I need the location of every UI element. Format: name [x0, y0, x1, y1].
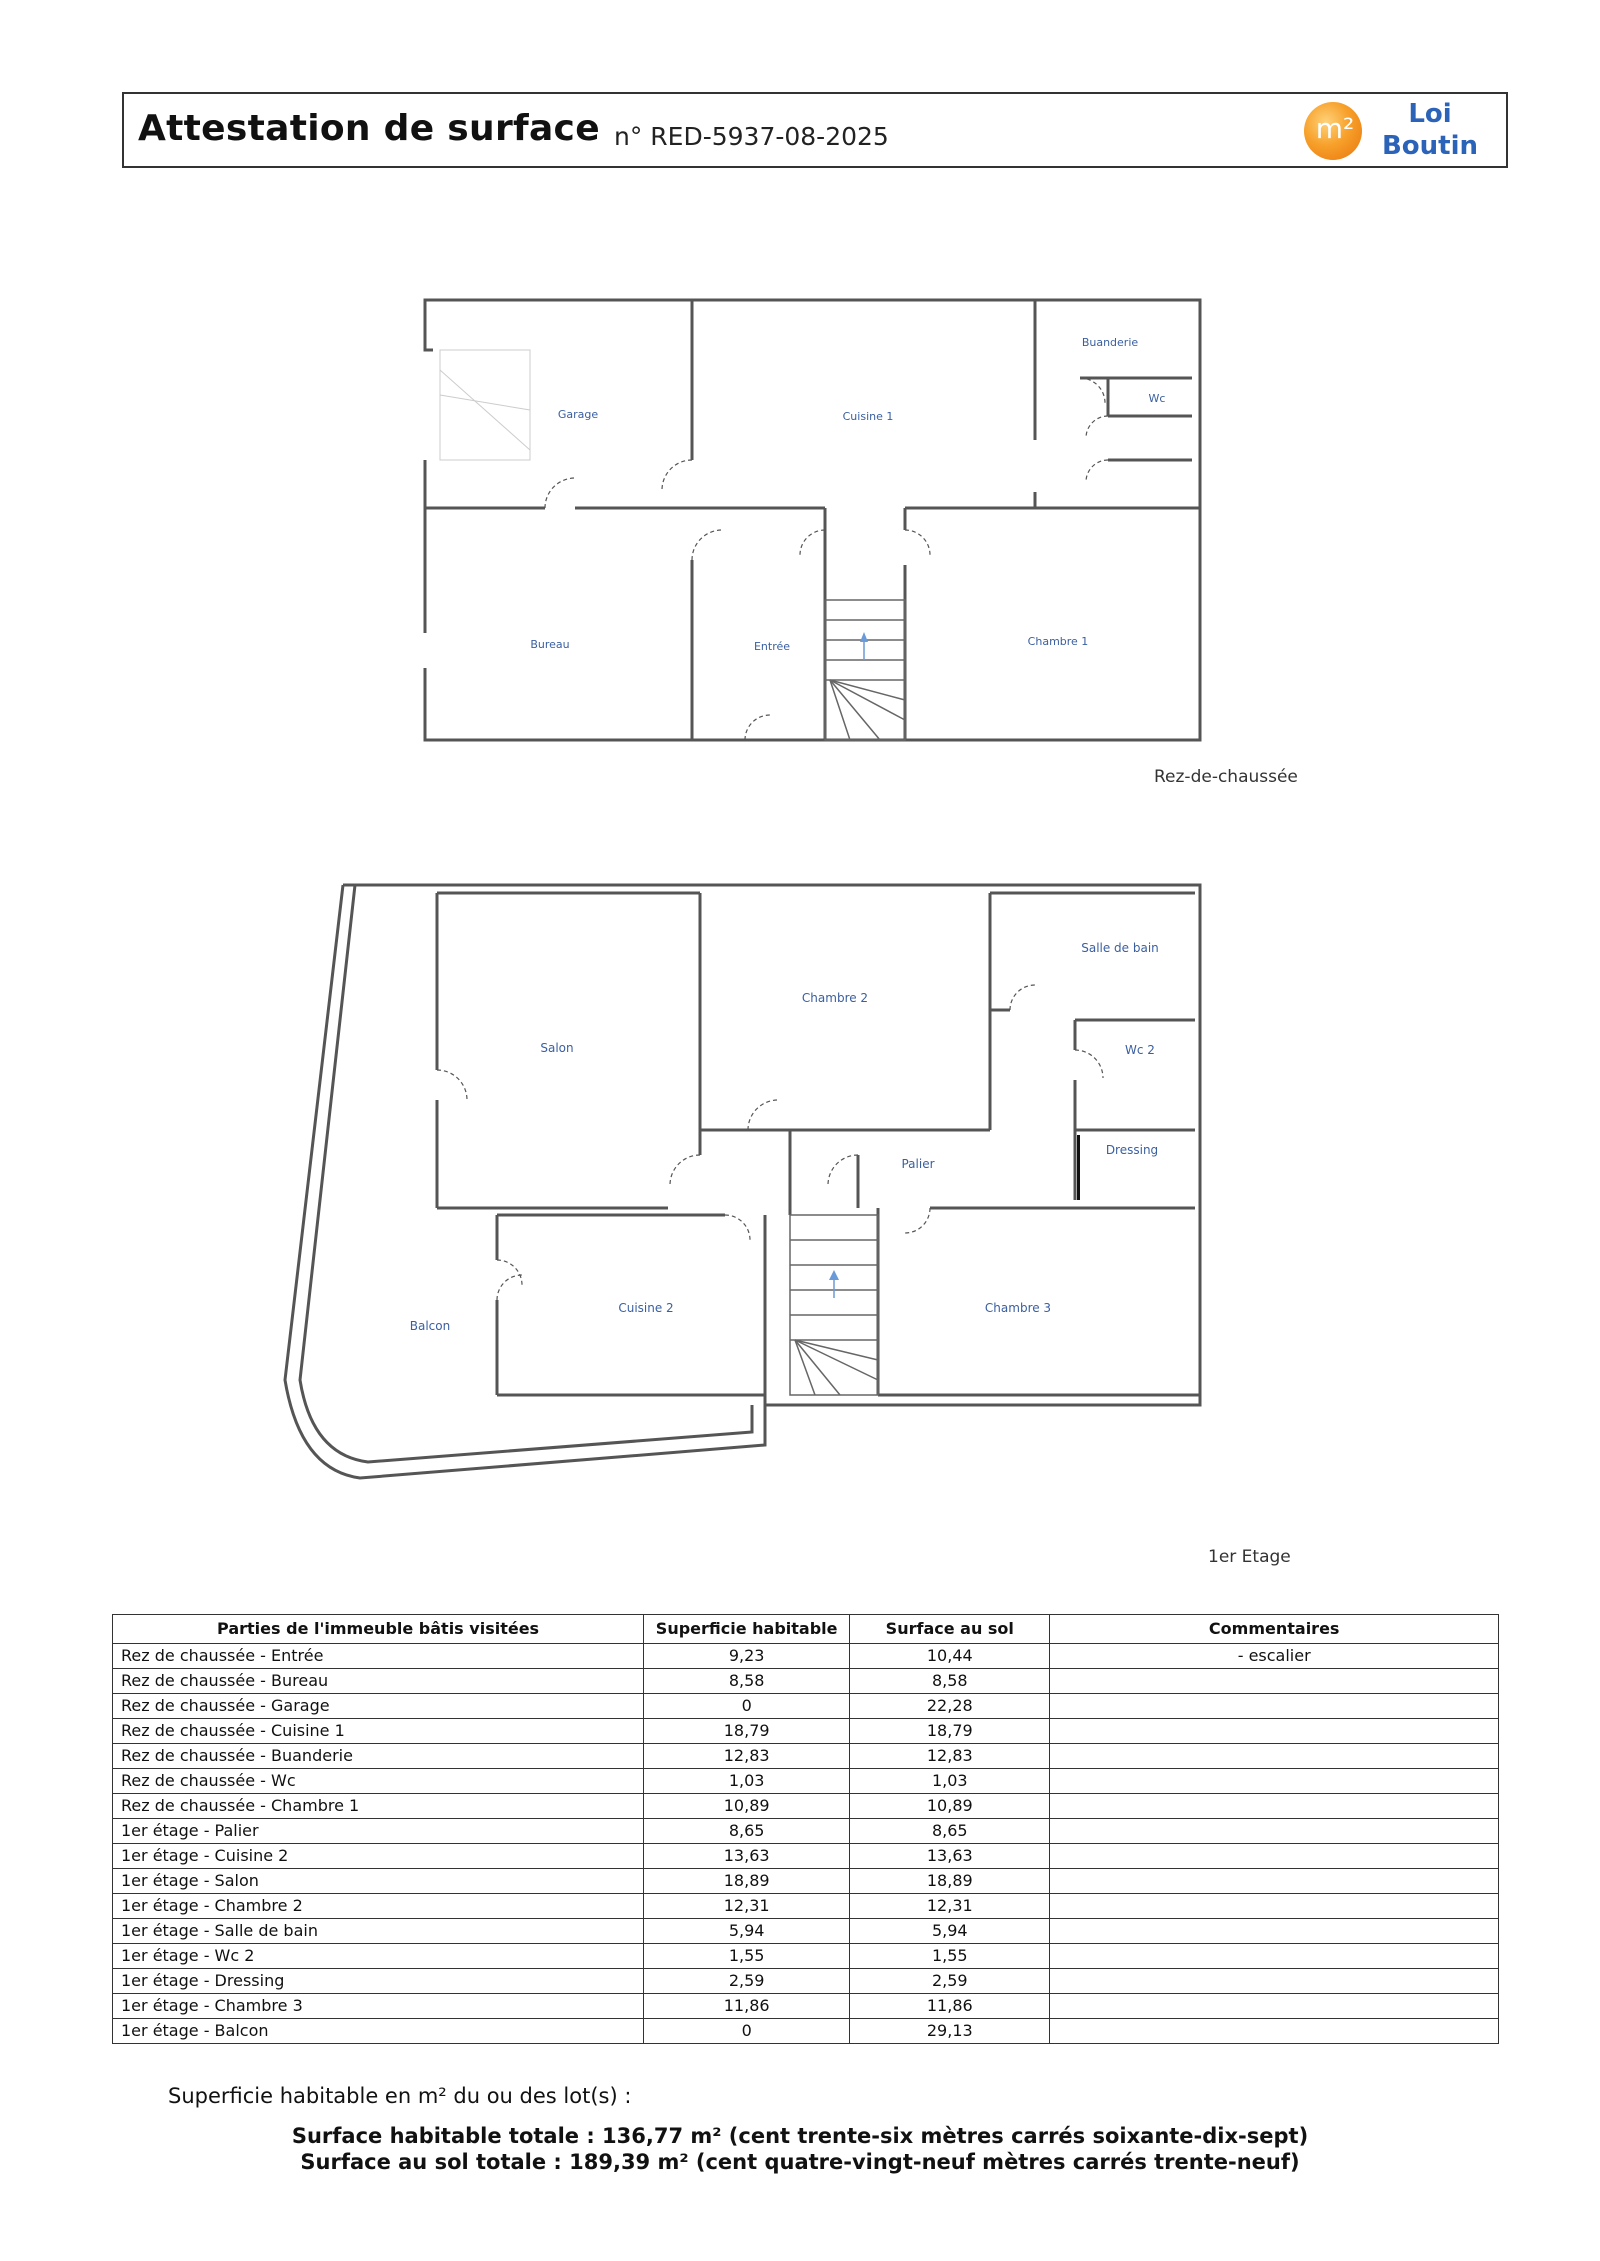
cell-hab: 9,23 [644, 1644, 850, 1669]
cell-comment [1050, 1869, 1499, 1894]
cell-sol: 2,59 [850, 1969, 1050, 1994]
table-row [113, 1794, 1499, 1819]
table-row [113, 1669, 1499, 1694]
table-row [113, 1819, 1499, 1844]
cell-hab: 0 [644, 2019, 850, 2044]
cell-part: 1er étage - Dressing [113, 1969, 644, 1994]
room-bureau: Bureau [530, 638, 570, 651]
table-row [113, 1844, 1499, 1869]
cell-comment: - escalier [1050, 1644, 1499, 1669]
table-row [113, 1894, 1499, 1919]
cell-part: 1er étage - Palier [113, 1819, 644, 1844]
header-habitable: Superficie habitable [644, 1615, 850, 1644]
cell-comment [1050, 1794, 1499, 1819]
table-row [113, 1769, 1499, 1794]
cell-sol: 29,13 [850, 2019, 1050, 2044]
room-chambre3: Chambre 3 [984, 1301, 1052, 1315]
floor-labels [1154, 767, 1298, 1567]
first-wall-fill [1077, 1135, 1080, 1200]
ground-stair [825, 600, 905, 740]
table-row [113, 1944, 1499, 1969]
room-dressing: Dressing [1105, 1143, 1159, 1157]
cell-hab: 1,03 [644, 1769, 850, 1794]
ground-floor-walls [425, 300, 1200, 740]
cell-comment [1050, 1669, 1499, 1694]
cell-part: Rez de chaussée - Entrée [113, 1644, 644, 1669]
cell-hab: 1,55 [644, 1944, 850, 1969]
cell-comment [1050, 1744, 1499, 1769]
cell-sol: 12,31 [850, 1894, 1050, 1919]
cell-hab: 10,89 [644, 1794, 850, 1819]
cell-sol: 8,65 [850, 1819, 1050, 1844]
cell-part: 1er étage - Wc 2 [113, 1944, 644, 1969]
table-header-row [113, 1615, 1499, 1644]
header-commentaires: Commentaires [1050, 1615, 1499, 1644]
cell-part: 1er étage - Chambre 2 [113, 1894, 644, 1919]
garage-stair-hint [440, 350, 530, 460]
cell-hab: 12,31 [644, 1894, 850, 1919]
cell-sol: 10,89 [850, 1794, 1050, 1819]
habitable-intro: Superficie habitable en m² du ou des lot(s) : [168, 2084, 632, 2108]
cell-sol: 11,86 [850, 1994, 1050, 2019]
cell-comment [1050, 1844, 1499, 1869]
table-row [113, 1994, 1499, 2019]
room-wc: Wc [1148, 392, 1166, 405]
logo-line1: Loi [1408, 99, 1452, 129]
logo-mark: m² [1315, 112, 1355, 145]
cell-sol: 18,79 [850, 1719, 1050, 1744]
cell-hab: 18,79 [644, 1719, 850, 1744]
room-palier: Palier [901, 1157, 935, 1171]
cell-part: 1er étage - Chambre 3 [113, 1994, 644, 2019]
cell-hab: 8,65 [644, 1819, 850, 1844]
cell-comment [1050, 1719, 1499, 1744]
first-doors [437, 985, 1103, 1300]
cell-comment [1050, 1994, 1499, 2019]
room-cuisine2: Cuisine 2 [618, 1301, 674, 1315]
first-floor-walls [285, 885, 1200, 1478]
table-row [113, 1644, 1499, 1669]
cell-hab: 13,63 [644, 1844, 850, 1869]
cell-part: 1er étage - Salon [113, 1869, 644, 1894]
room-chambre2: Chambre 2 [801, 991, 869, 1005]
cell-part: Rez de chaussée - Buanderie [113, 1744, 644, 1769]
cell-sol: 13,63 [850, 1844, 1050, 1869]
cell-comment [1050, 1969, 1499, 1994]
table-row [113, 1719, 1499, 1744]
cell-sol: 12,83 [850, 1744, 1050, 1769]
cell-comment [1050, 1919, 1499, 1944]
table-row [113, 1969, 1499, 1994]
total-habitable: Surface habitable totale : 136,77 m² (cent trente-six mètres carrés soixante-dix-sept) [291, 2124, 1309, 2148]
document-number: n° RED-5937-08-2025 [614, 122, 889, 151]
cell-comment [1050, 1819, 1499, 1844]
ground-room-labels [530, 336, 1165, 653]
room-cuisine1: Cuisine 1 [842, 410, 894, 423]
cell-sol: 10,44 [850, 1644, 1050, 1669]
cell-comment [1050, 1944, 1499, 1969]
cell-hab: 12,83 [644, 1744, 850, 1769]
cell-part: Rez de chaussée - Garage [113, 1694, 644, 1719]
cell-part: 1er étage - Salle de bain [113, 1919, 644, 1944]
cell-hab: 8,58 [644, 1669, 850, 1694]
cell-part: Rez de chaussée - Cuisine 1 [113, 1719, 644, 1744]
room-entree: Entrée [753, 640, 791, 653]
cell-sol: 5,94 [850, 1919, 1050, 1944]
cell-comment [1050, 1894, 1499, 1919]
room-buanderie: Buanderie [1081, 336, 1139, 349]
cell-sol: 1,03 [850, 1769, 1050, 1794]
logo-line2: Boutin [1381, 131, 1479, 161]
cell-hab: 5,94 [644, 1919, 850, 1944]
room-chambre1: Chambre 1 [1027, 635, 1089, 648]
table-row [113, 2019, 1499, 2044]
total-sol: Surface au sol totale : 189,39 m² (cent quatre-vingt-neuf mètres carrés trente-neuf) [300, 2150, 1300, 2174]
cell-sol: 8,58 [850, 1669, 1050, 1694]
cell-part: Rez de chaussée - Bureau [113, 1669, 644, 1694]
table-row [113, 1919, 1499, 1944]
room-balcon: Balcon [409, 1319, 451, 1333]
room-wc2: Wc 2 [1125, 1043, 1155, 1057]
cell-hab: 2,59 [644, 1969, 850, 1994]
cell-comment [1050, 1694, 1499, 1719]
room-salon: Salon [540, 1041, 574, 1055]
table-row [113, 1869, 1499, 1894]
cell-hab: 11,86 [644, 1994, 850, 2019]
table-row [113, 1744, 1499, 1769]
cell-hab: 18,89 [644, 1869, 850, 1894]
cell-comment [1050, 2019, 1499, 2044]
label-first-floor: 1er Etage [1208, 1547, 1291, 1567]
cell-comment [1050, 1769, 1499, 1794]
cell-part: Rez de chaussée - Wc [113, 1769, 644, 1794]
room-garage: Garage [557, 408, 599, 421]
cell-part: 1er étage - Balcon [113, 2019, 644, 2044]
cell-sol: 22,28 [850, 1694, 1050, 1719]
first-stair [790, 1215, 878, 1395]
cell-sol: 18,89 [850, 1869, 1050, 1894]
cell-hab: 0 [644, 1694, 850, 1719]
table-row [113, 1694, 1499, 1719]
room-salle-de-bain: Salle de bain [1081, 941, 1159, 955]
label-ground-floor: Rez-de-chaussée [1154, 767, 1298, 787]
cell-part: 1er étage - Cuisine 2 [113, 1844, 644, 1869]
cell-sol: 1,55 [850, 1944, 1050, 1969]
header-sol: Surface au sol [850, 1615, 1050, 1644]
header-parties: Parties de l'immeuble bâtis visitées [113, 1615, 644, 1644]
document-title: Attestation de surface [138, 108, 600, 149]
cell-part: Rez de chaussée - Chambre 1 [113, 1794, 644, 1819]
first-room-labels [410, 941, 1159, 1333]
surface-table [112, 1614, 1499, 2044]
